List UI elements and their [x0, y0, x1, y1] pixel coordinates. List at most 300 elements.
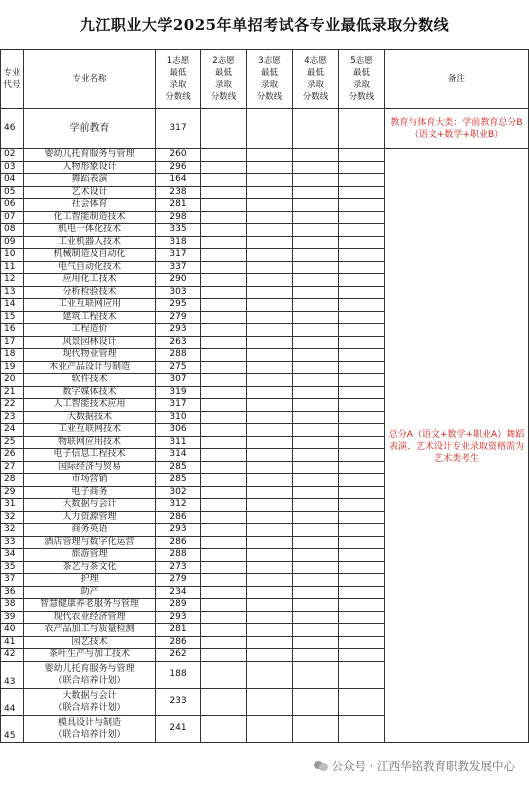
- row-score-1: 317: [156, 249, 201, 262]
- row-code: 35: [1, 561, 24, 574]
- row-score-empty: [293, 486, 339, 499]
- row-score-empty: [293, 636, 339, 649]
- row-name: [24, 661, 156, 688]
- row-score-empty: [293, 586, 339, 599]
- row-score-empty: [247, 649, 293, 662]
- row-score-empty: [247, 274, 293, 287]
- row-score-empty: [293, 611, 339, 624]
- row-score-1: 241: [156, 715, 201, 742]
- row-score-empty: [293, 174, 339, 187]
- row-score-empty: [339, 461, 385, 474]
- row-score-empty: [247, 211, 293, 224]
- row-score-empty: [247, 361, 293, 374]
- row-score-1: 335: [156, 224, 201, 237]
- row-score-1: 295: [156, 299, 201, 312]
- row-score-empty: [339, 411, 385, 424]
- wechat-icon: [314, 760, 328, 772]
- row-score-empty: [247, 474, 293, 487]
- row-score-empty: [293, 249, 339, 262]
- row-score-empty: [293, 536, 339, 549]
- row-score-1: 285: [156, 461, 201, 474]
- row-score-1: 303: [156, 286, 201, 299]
- row-score-empty: [293, 436, 339, 449]
- row-name: [24, 688, 156, 715]
- row-score-empty: [201, 474, 247, 487]
- row-score-1: 306: [156, 424, 201, 437]
- row-score-empty: [293, 599, 339, 612]
- row-score-empty: [201, 186, 247, 199]
- header-line: 录取: [214, 80, 232, 90]
- row-code: 12: [1, 274, 24, 287]
- row-score-empty: [247, 586, 293, 599]
- row-name: 舞蹈表演: [24, 174, 156, 187]
- watermark-text: 公众号 · 江西华铭教育职教发展中心: [331, 759, 515, 773]
- row-score-empty: [201, 399, 247, 412]
- row-score-1: 275: [156, 361, 201, 374]
- row-score-empty: [201, 374, 247, 387]
- row-score-empty: [339, 361, 385, 374]
- row-score-empty: [247, 149, 293, 162]
- row-code: 14: [1, 299, 24, 312]
- row-name: 电子商务: [24, 486, 156, 499]
- row-score-empty: [293, 524, 339, 537]
- row-code: 05: [1, 186, 24, 199]
- row-name: 数字媒体技术: [24, 386, 156, 399]
- row-score-empty: [201, 199, 247, 212]
- row-code: 24: [1, 424, 24, 437]
- row-score-empty: [247, 411, 293, 424]
- row-code: 20: [1, 374, 24, 387]
- row-score-1: 281: [156, 624, 201, 637]
- row-code: 04: [1, 174, 24, 187]
- table-row: [1, 149, 529, 162]
- row-score-empty: [293, 424, 339, 437]
- row-score-empty: [247, 574, 293, 587]
- header-line: 4志愿: [304, 56, 327, 66]
- row-name: 人力资源管理: [24, 511, 156, 524]
- row-score-empty: [247, 261, 293, 274]
- row-score-empty: [293, 561, 339, 574]
- row-code: 29: [1, 486, 24, 499]
- row-score-empty: [247, 224, 293, 237]
- header-line: 专业名称: [72, 74, 107, 84]
- row-score-empty: [293, 411, 339, 424]
- row-score-1: 337: [156, 261, 201, 274]
- row-score-empty: [201, 211, 247, 224]
- row-code: 46: [1, 109, 24, 149]
- row-code: 40: [1, 624, 24, 637]
- row-score-empty: [247, 536, 293, 549]
- header-line: 录取: [169, 80, 187, 90]
- row-score-empty: [293, 511, 339, 524]
- row-code: 43: [1, 661, 24, 688]
- row-score-empty: [247, 424, 293, 437]
- row-score-empty: [339, 299, 385, 312]
- row-score-empty: [247, 311, 293, 324]
- row-code: 36: [1, 586, 24, 599]
- header-line: 分数线: [165, 92, 191, 102]
- row-score-empty: [201, 561, 247, 574]
- row-code: 31: [1, 499, 24, 512]
- header-line: 分数线: [210, 92, 237, 102]
- row-code: 06: [1, 199, 24, 212]
- row-score-empty: [339, 549, 385, 562]
- row-score-empty: [247, 174, 293, 187]
- row-score-empty: [201, 461, 247, 474]
- header-choice-5: [339, 50, 385, 109]
- row-score-empty: [293, 474, 339, 487]
- row-score-empty: [247, 324, 293, 337]
- header-line: 分数线: [256, 92, 283, 102]
- row-name: 机械制造及自动化: [24, 249, 156, 262]
- row-score-empty: [293, 386, 339, 399]
- header-line: 3志愿: [258, 56, 281, 66]
- header-remark: 备注: [385, 50, 529, 109]
- row-score-empty: [201, 411, 247, 424]
- row-score-1: 263: [156, 336, 201, 349]
- row-name: 工程造价: [24, 324, 156, 337]
- row-score-1: 290: [156, 274, 201, 287]
- header-line: 最低: [352, 68, 370, 78]
- row-score-1: 318: [156, 236, 201, 249]
- row-score-1: 286: [156, 536, 201, 549]
- row-score-empty: [201, 161, 247, 174]
- row-score-empty: [201, 349, 247, 362]
- row-score-1: 288: [156, 349, 201, 362]
- row-score-1: 279: [156, 574, 201, 587]
- header-line: 录取: [352, 80, 370, 90]
- row-score-empty: [293, 688, 339, 715]
- row-score-empty: [339, 424, 385, 437]
- row-score-empty: [247, 161, 293, 174]
- remark-education: 教育与体育大类：学前教育总分B（语文+数学+职业B）: [385, 109, 529, 149]
- row-score-empty: [339, 449, 385, 462]
- row-score-empty: [201, 311, 247, 324]
- table-row: [1, 109, 529, 149]
- row-score-1: 279: [156, 311, 201, 324]
- header-line: 最低: [306, 68, 324, 78]
- row-name: 社会体育: [24, 199, 156, 212]
- row-code: 38: [1, 599, 24, 612]
- row-score-1: 314: [156, 449, 201, 462]
- row-score-empty: [247, 286, 293, 299]
- row-name: 市场营销: [24, 474, 156, 487]
- row-score-empty: [201, 149, 247, 162]
- row-score-empty: [201, 499, 247, 512]
- row-name: 酒店管理与数字化运营: [24, 536, 156, 549]
- row-code: 08: [1, 224, 24, 237]
- row-score-empty: [339, 161, 385, 174]
- row-score-empty: [339, 274, 385, 287]
- row-score-1: 238: [156, 186, 201, 199]
- row-score-empty: [201, 586, 247, 599]
- row-score-empty: [339, 286, 385, 299]
- row-name: 人工智能技术应用: [24, 399, 156, 412]
- row-score-empty: [293, 274, 339, 287]
- row-code: 33: [1, 536, 24, 549]
- row-name: 现代物业管理: [24, 349, 156, 362]
- row-code: 37: [1, 574, 24, 587]
- row-score-empty: [247, 561, 293, 574]
- row-score-empty: [339, 586, 385, 599]
- score-table: [0, 49, 529, 743]
- row-name: 护理: [24, 574, 156, 587]
- row-name: 木业产品设计与制造: [24, 361, 156, 374]
- row-score-1: 188: [156, 661, 201, 688]
- row-score-empty: [339, 336, 385, 349]
- row-score-empty: [201, 236, 247, 249]
- row-score-empty: [339, 249, 385, 262]
- row-name: 园艺技术: [24, 636, 156, 649]
- row-score-empty: [339, 474, 385, 487]
- row-score-empty: [293, 374, 339, 387]
- row-score-empty: [247, 399, 293, 412]
- row-code: 41: [1, 636, 24, 649]
- row-code: 23: [1, 411, 24, 424]
- row-code: 07: [1, 211, 24, 224]
- row-score-empty: [247, 386, 293, 399]
- row-score-empty: [201, 624, 247, 637]
- row-score-empty: [201, 386, 247, 399]
- row-score-empty: [201, 524, 247, 537]
- row-score-1: 293: [156, 324, 201, 337]
- row-score-empty: [247, 236, 293, 249]
- row-name: 工业互联网技术: [24, 424, 156, 437]
- row-code: 15: [1, 311, 24, 324]
- row-score-empty: [339, 511, 385, 524]
- row-score-empty: [201, 174, 247, 187]
- row-score-empty: [339, 349, 385, 362]
- row-code: 09: [1, 236, 24, 249]
- row-score-empty: [339, 561, 385, 574]
- row-score-empty: [293, 399, 339, 412]
- row-score-empty: [339, 574, 385, 587]
- header-code: [1, 50, 24, 109]
- row-score-empty: [247, 611, 293, 624]
- row-name: 茶叶生产与加工技术: [24, 649, 156, 662]
- header-line: 最低: [169, 68, 187, 78]
- header-line: 最低: [214, 68, 232, 78]
- row-score-empty: [293, 311, 339, 324]
- row-code: 21: [1, 386, 24, 399]
- row-score-empty: [339, 399, 385, 412]
- row-score-empty: [339, 211, 385, 224]
- row-name: 学前教育: [24, 109, 156, 149]
- header-line: 2志愿: [212, 56, 235, 66]
- row-score-empty: [339, 386, 385, 399]
- row-score-empty: [247, 449, 293, 462]
- row-score-empty: [247, 349, 293, 362]
- row-code: 45: [1, 715, 24, 742]
- row-score-empty: [247, 511, 293, 524]
- row-score-empty: [293, 461, 339, 474]
- row-code: 25: [1, 436, 24, 449]
- row-code: 27: [1, 461, 24, 474]
- row-score-empty: [293, 286, 339, 299]
- row-score-empty: [339, 199, 385, 212]
- row-code: 16: [1, 324, 24, 337]
- row-score-empty: [339, 374, 385, 387]
- row-score-1: 302: [156, 486, 201, 499]
- row-score-empty: [201, 636, 247, 649]
- row-score-empty: [247, 199, 293, 212]
- row-score-empty: [339, 436, 385, 449]
- row-score-1: 286: [156, 636, 201, 649]
- row-score-empty: [247, 374, 293, 387]
- row-score-empty: [201, 715, 247, 742]
- row-score-empty: [293, 186, 339, 199]
- row-score-empty: [339, 324, 385, 337]
- row-score-empty: [293, 336, 339, 349]
- page-title: 九江职业大学2025年单招考试各专业最低录取分数线: [79, 16, 450, 34]
- row-score-1: 317: [156, 399, 201, 412]
- row-name: 大数据技术: [24, 411, 156, 424]
- row-score-empty: [247, 299, 293, 312]
- row-score-empty: [293, 149, 339, 162]
- row-score-empty: [201, 261, 247, 274]
- row-score-empty: [339, 636, 385, 649]
- row-score-empty: [201, 511, 247, 524]
- row-score-empty: [201, 224, 247, 237]
- header-line: 最低: [260, 68, 278, 78]
- header-choice-2: [201, 50, 247, 109]
- row-score-empty: [247, 636, 293, 649]
- row-score-empty: [247, 549, 293, 562]
- header-line: 专业: [3, 68, 21, 78]
- row-name: 婴幼儿托育服务与管理: [24, 149, 156, 162]
- row-score-empty: [201, 611, 247, 624]
- header-line: 分数线: [302, 92, 329, 102]
- header-choice-1: [156, 50, 201, 109]
- row-name: 大数据与会计: [24, 499, 156, 512]
- row-score-empty: [339, 649, 385, 662]
- row-score-empty: [247, 499, 293, 512]
- row-name-line: 婴幼儿托育服务与管理: [44, 663, 135, 674]
- row-score-empty: [339, 524, 385, 537]
- header-line: 分数线: [348, 92, 375, 102]
- row-score-empty: [293, 624, 339, 637]
- row-score-empty: [247, 336, 293, 349]
- row-score-1: 319: [156, 386, 201, 399]
- row-name: 软件技术: [24, 374, 156, 387]
- row-score-empty: [293, 299, 339, 312]
- row-score-empty: [201, 274, 247, 287]
- row-score-empty: [339, 224, 385, 237]
- row-name: 风景园林设计: [24, 336, 156, 349]
- row-score-empty: [201, 336, 247, 349]
- row-name: 机电一体化技术: [24, 224, 156, 237]
- row-score-empty: [339, 174, 385, 187]
- row-code: 11: [1, 261, 24, 274]
- row-score-empty: [293, 649, 339, 662]
- header-line: 代号: [3, 80, 21, 90]
- row-score-1: 298: [156, 211, 201, 224]
- row-score-empty: [247, 486, 293, 499]
- row-score-1: 307: [156, 374, 201, 387]
- row-score-empty: [293, 199, 339, 212]
- row-score-empty: [247, 715, 293, 742]
- row-score-empty: [339, 624, 385, 637]
- row-code: 18: [1, 349, 24, 362]
- row-score-empty: [201, 661, 247, 688]
- row-score-1: 260: [156, 149, 201, 162]
- row-code: 19: [1, 361, 24, 374]
- watermark: [314, 758, 515, 774]
- row-code: 22: [1, 399, 24, 412]
- header-choice-3: [247, 50, 293, 109]
- row-score-empty: [201, 286, 247, 299]
- row-score-empty: [339, 661, 385, 688]
- row-score-1: 285: [156, 474, 201, 487]
- row-name-line: 模具设计与制造: [57, 717, 121, 728]
- row-score-empty: [247, 436, 293, 449]
- row-score-empty: [293, 549, 339, 562]
- row-name: 商务英语: [24, 524, 156, 537]
- row-name: 电气自动化技术: [24, 261, 156, 274]
- row-score-1: 286: [156, 511, 201, 524]
- row-score-empty: [339, 499, 385, 512]
- row-score-empty: [201, 486, 247, 499]
- row-code: 32: [1, 511, 24, 524]
- header-line: 录取: [260, 80, 278, 90]
- row-score-1: 293: [156, 611, 201, 624]
- row-code: 42: [1, 649, 24, 662]
- row-score-empty: [339, 186, 385, 199]
- row-score-empty: [293, 715, 339, 742]
- row-score-empty: [293, 224, 339, 237]
- row-score-1: 262: [156, 649, 201, 662]
- row-name: [24, 715, 156, 742]
- row-score-empty: [339, 715, 385, 742]
- header-name: [24, 50, 156, 109]
- row-code: 32: [1, 524, 24, 537]
- row-score-empty: [247, 249, 293, 262]
- row-score-empty: [293, 161, 339, 174]
- row-score-empty: [293, 449, 339, 462]
- row-code: 26: [1, 449, 24, 462]
- row-name-line: （联合培养计划）: [53, 675, 126, 686]
- row-code: 13: [1, 286, 24, 299]
- row-score-1: 164: [156, 174, 201, 187]
- row-score-empty: [201, 688, 247, 715]
- row-score-empty: [293, 236, 339, 249]
- header-choice-4: [293, 50, 339, 109]
- row-name: 化工智能制造技术: [24, 211, 156, 224]
- row-score-empty: [293, 574, 339, 587]
- row-score-empty: [293, 211, 339, 224]
- row-name: 应用化工技术: [24, 274, 156, 287]
- row-score-empty: [339, 149, 385, 162]
- row-code: 34: [1, 549, 24, 562]
- row-score-empty: [293, 361, 339, 374]
- row-score-1: 312: [156, 499, 201, 512]
- row-code: 10: [1, 249, 24, 262]
- row-score-empty: [201, 549, 247, 562]
- row-score-1: 311: [156, 436, 201, 449]
- row-score-empty: [201, 436, 247, 449]
- row-name: 旅游管理: [24, 549, 156, 562]
- row-name: 助产: [24, 586, 156, 599]
- row-name: 工业机器人技术: [24, 236, 156, 249]
- row-name: 电子信息工程技术: [24, 449, 156, 462]
- header-row: [1, 50, 529, 109]
- header-line: 1志愿: [166, 56, 190, 66]
- row-code: 39: [1, 611, 24, 624]
- row-score-empty: [247, 688, 293, 715]
- row-score-1: 310: [156, 411, 201, 424]
- row-score-empty: [201, 424, 247, 437]
- row-score-1: 289: [156, 599, 201, 612]
